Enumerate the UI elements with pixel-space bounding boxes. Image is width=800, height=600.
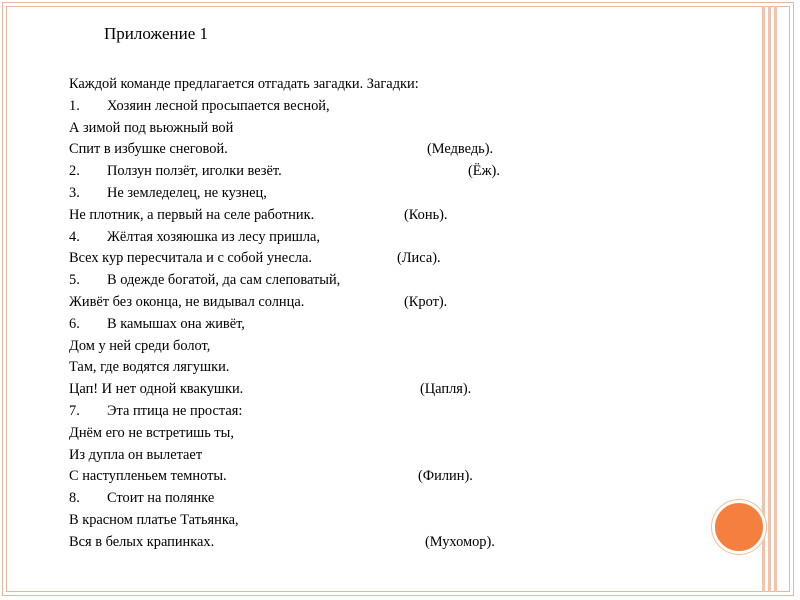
- riddle-line: [69, 445, 669, 467]
- riddle-text: Спит в избушке снеговой.: [69, 141, 228, 158]
- riddle-line: [69, 314, 669, 336]
- riddle-text: Хозяин лесной просыпается весной,: [107, 97, 330, 114]
- riddle-line: [69, 401, 669, 423]
- riddle-text: Там, где водятся лягушки.: [69, 359, 230, 376]
- intro-line: Каждой команде предлагается отгадать загадки. Загадки:: [69, 76, 419, 92]
- riddle-line: [69, 227, 669, 249]
- riddle-number: 8.: [69, 490, 80, 507]
- riddle-answer: (Филин).: [418, 468, 473, 485]
- stripe-line: [762, 6, 765, 592]
- riddle-line: [69, 423, 669, 445]
- riddle-number: 5.: [69, 272, 80, 289]
- riddle-text: А зимой под вьюжный вой: [69, 119, 234, 136]
- riddle-text: В камышах она живёт,: [107, 315, 245, 332]
- riddles-text: [69, 74, 669, 554]
- riddle-number: 6.: [69, 315, 80, 332]
- riddle-line: [69, 357, 669, 379]
- riddle-line: [69, 379, 669, 401]
- riddle-text: Из дупла он вылетает: [69, 446, 203, 463]
- riddle-line: [69, 248, 669, 270]
- riddle-text: Вся в белых крапинках.: [69, 533, 215, 550]
- riddle-text: Цап! И нет одной квакушки.: [69, 381, 244, 398]
- riddle-line: [69, 205, 669, 227]
- riddle-line: [69, 96, 669, 118]
- riddle-text: Днём его не встретишь ты,: [69, 424, 234, 441]
- riddle-line: [69, 118, 669, 140]
- riddle-number: 2.: [69, 163, 80, 180]
- riddle-text: Не плотник, а первый на селе работник.: [69, 206, 315, 223]
- riddle-line: [69, 161, 669, 183]
- riddle-text: Всех кур пересчитала и с собой унесла.: [69, 250, 313, 267]
- riddle-text: С наступленьем темноты.: [69, 468, 227, 485]
- riddle-answer: (Медведь).: [427, 141, 494, 158]
- riddle-text: Стоит на полянке: [107, 490, 215, 507]
- decorative-circle-icon: [712, 500, 766, 554]
- riddle-line: [69, 488, 669, 510]
- riddle-answer: (Ёж).: [468, 163, 500, 180]
- riddle-line: [69, 183, 669, 205]
- riddle-text: Ползун ползёт, иголки везёт.: [107, 163, 282, 180]
- riddle-text: В красном платье Татьянка,: [69, 511, 239, 528]
- riddle-number: 1.: [69, 97, 80, 114]
- riddle-line: [69, 532, 669, 554]
- riddle-line: [69, 292, 669, 314]
- riddle-text: Не земледелец, не кузнец,: [107, 184, 267, 201]
- stripe-line: [774, 6, 777, 592]
- stripe-line: [768, 6, 771, 592]
- riddle-number: 3.: [69, 184, 80, 201]
- riddle-line: [69, 139, 669, 161]
- riddle-number: 4.: [69, 228, 80, 245]
- riddle-line: [69, 510, 669, 532]
- riddle-number: 7.: [69, 402, 80, 419]
- riddle-line: [69, 466, 669, 488]
- riddle-line: [69, 270, 669, 292]
- riddle-answer: (Крот).: [404, 293, 448, 310]
- riddle-answer: (Мухомор).: [425, 533, 495, 550]
- decorative-stripes: [762, 6, 788, 592]
- riddle-line: [69, 336, 669, 358]
- riddle-text: Живёт без оконца, не видывал солнца.: [69, 293, 305, 310]
- riddle-text: Эта птица не простая:: [107, 402, 243, 419]
- riddle-answer: (Цапля).: [420, 381, 472, 398]
- appendix-title: Приложение 1: [104, 24, 208, 43]
- riddle-text: Жёлтая хозяюшка из лесу пришла,: [107, 228, 321, 245]
- riddle-answer: (Конь).: [404, 206, 448, 223]
- riddle-answer: (Лиса).: [397, 250, 441, 267]
- riddle-text: Дом у ней среди болот,: [69, 337, 211, 354]
- riddle-text: В одежде богатой, да сам слеповатый,: [107, 272, 341, 289]
